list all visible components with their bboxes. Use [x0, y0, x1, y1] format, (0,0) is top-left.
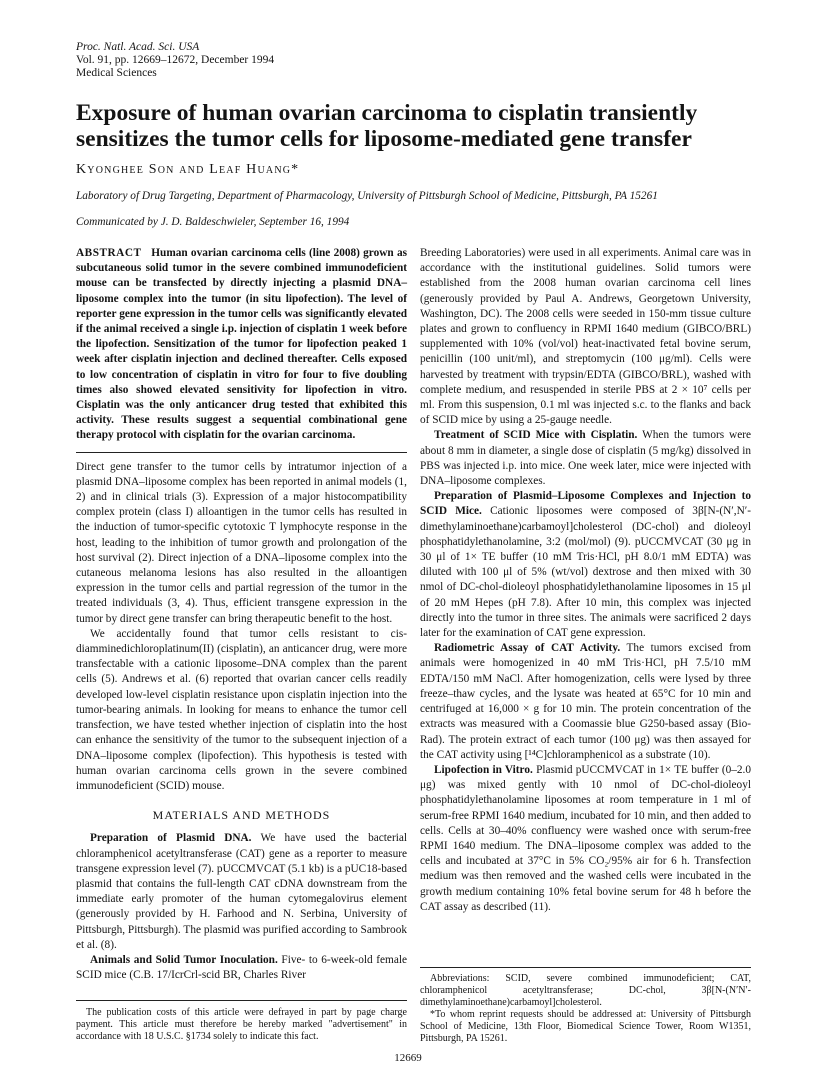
intro-paragraph-2: We accidentally found that tumor cells resistant to cis-diamminedichloroplatinum(II) (cisplatin), an anticancer drug, were more transfectable with a cationic liposome–DNA complex than the parent cells (5). Andrews et al. (6) reported that ovarian cancer cells readily developed low-level cisplatin resistance upon cisplatin injection into the tumor-bearing animals. In looking for means to enhance the tumor cell transfection, we have tested whether injection of cisplatin into the host can enhance the sensitivity of the tumor to the subsequent injection of a DNA–liposome complex (lipofection). This hypothesis is tested with human ovarian carcinoma cells grown in the severe combined immunodeficient (SCID) mouse.: [76, 627, 407, 792]
runin-heading: Radiometric Assay of CAT Activity.: [434, 642, 621, 655]
journal-name: Proc. Natl. Acad. Sci. USA: [76, 41, 200, 53]
abstract-text: Human ovarian carcinoma cells (line 2008) grown as subcutaneous solid tumor in the severe combined immunodeficient mouse can be transfected by directly injecting a plasmid DNA–liposome complex into the tumor (in situ lipofection). The level of reporter gene expression in the tumor cells was significantly elevated if the animal received a single i.p. injection of cisplatin 1 week before the lipofection. Sensitization of the tumor for lipofection peaked 1 week after cisplatin injection and declined thereafter. Cells exposed to low concentration of cisplatin in vitro for four to five doubling times also showed elevated sensitivity for lipofection in vitro. Cisplatin was the only anticancer drug tested that exhibited this activity. These results suggest a sequential combinational gene therapy protocol with cisplatin for the ovarian carcinoma.: [76, 247, 407, 442]
right-column: [420, 246, 751, 915]
section-heading-methods: MATERIALS AND METHODS: [152, 808, 331, 823]
runin-heading: Animals and Solid Tumor Inoculation.: [90, 953, 278, 966]
methods-plasmid-paragraph: Preparation of Plasmid DNA. We have used the bacterial chloramphenicol acetyltransferase (CAT) gene as a reporter to measure transgene expression level (7). pUCCMVCAT (5.1 kb) is a pUC18-based plasmid that contains the full-length CAT cDNA downstream from the immediate early promoter of the human cytomegalovirus element (generously provided by H. Farhood and N. Serbina, University of Pittsburgh, Pittsburgh). The plasmid was purified according to Sambrook et al. (8).: [76, 832, 407, 951]
methods-cisplatin-paragraph: Treatment of SCID Mice with Cisplatin. When the tumors were about 8 mm in diameter, a single dose of cisplatin (5 mg/kg) dissolved in PBS was injected i.p. into mice. One week later, mice were injected with DNA–liposome complexes.: [420, 429, 752, 488]
runin-heading: Lipofection in Vitro.: [434, 763, 533, 776]
methods-lipofection-paragraph: Lipofection in Vitro. Plasmid pUCCMVCAT in 1× TE buffer (0–2.0 μg) was mixed gently with 10 nmol of DC-chol-dioleoyl phosphatidylethanolamine liposomes at room temperature in 1 ml of serum-free RPMI 1640 medium, incubated for 10 min, and then added to cells. Cells at 30–40% confluency were washed once with serum-free RPMI 1640 medium. The DNA–liposome complex was added to the cells and incubated at 37°C in 5% CO₂/95% air for 6 h. Transfection medium was then removed and the washed cells were incubated in the growth medium containing 10% fetal bovine serum for 48 h before the CAT assay as described (11).: [420, 763, 752, 913]
communicated-by: Communicated by J. D. Baldeschwieler, September 16, 1994: [76, 216, 350, 228]
left-column: [76, 246, 407, 983]
animals-continuation: Breeding Laboratories) were used in all experiments. Animal care was in accordance with the institutional guidelines. Solid tumors were established from the 2008 human ovarian carcinoma cell lines (generously provided by Paul A. Andrews, Georgetown University, Washington, DC). The 2008 cells were seeded in 150-mm tissue culture plates and grown to confluency in RPMI 1640 medium (GIBCO/BRL) supplemented with 10% (vol/vol) heat-inactivated fetal bovine serum, penicillin (100 unit/ml), and streptomycin (100 μg/ml). Cells were harvested by treatment with trypsin/EDTA (GIBCO/BRL), washed with complete medium, and resuspended in sterile PBS at 2 × 10⁷ cells per ml. From this suspension, 0.1 ml was injected s.c. to the flanks and back of SCID mice by using a 25-gauge needle.: [420, 247, 751, 427]
affiliation: Laboratory of Drug Targeting, Department of Pharmacology, University of Pittsburgh School of Medicine, Pittsburgh, PA 15261: [76, 190, 658, 202]
journal-header: [76, 41, 274, 80]
footnote-abbreviations: Abbreviations: SCID, severe combined immunodeficient; CAT, chloramphenicol acetyltransferase; DC-chol, 3β[N-(N′N′-dimethylaminoethane)carbamoyl]cholesterol.: [420, 973, 751, 1008]
runin-heading: Preparation of Plasmid–Liposome Complexes and Injection to SCID Mice.: [420, 490, 751, 518]
footer-divider: [76, 1000, 407, 1001]
publication-note: [76, 1000, 407, 1043]
abstract-heading: ABSTRACT: [76, 247, 142, 259]
page-number: 12669: [394, 1052, 422, 1064]
article-title: Exposure of human ovarian carcinoma to cisplatin transiently sensitizes the tumor cells for liposome-mediated gene transfer: [76, 100, 698, 152]
methods-cat-assay-paragraph: Radiometric Assay of CAT Activity. The tumors excised from animals were homogenized in 40 mM Tris·HCl, pH 7.5/10 mM EDTA/150 mM NaCl. After homogenization, cells were lysed by three freeze–thaw cycles, and the lysate was heated at 65°C for 10 min and centrifuged at 16,000 × g for 10 min. The protein concentration of the extracts was measured with a Coomassie blue G250-based assay (Bio-Rad). The protein extract of each tumor (100 μg) was then assayed for the CAT activity using [¹⁴C]chloramphenicol as a substrate (10).: [420, 642, 751, 761]
intro-paragraph-1: Direct gene transfer to the tumor cells by intratumor injection of a plasmid DNA–liposome complex has been reported in animal models (1, 2) and in clinical trials (3). Expression of a major histocompatibility complex protein (class I) alloantigen in the tumor cells has resulted in the induction of tumor-specific cytotoxic T lymphocyte response in the host, leading to the inhibition of tumor growth and prolongation of the host survival (2). Direct injection of a DNA–liposome complex into the cutaneous melanoma lesions has also resulted in the alloantigen expression in the tumor cells and partial regression of the tumor in the treated individuals (3, 4). Thus, efficient transgene expression in the tumor by direct gene transfer can bring therapeutic benefit to the host.: [76, 460, 407, 625]
runin-heading: Preparation of Plasmid DNA.: [90, 832, 252, 845]
footnotes: [420, 967, 751, 1045]
methods-animals-paragraph: Animals and Solid Tumor Inoculation. Five- to 6-week-old female SCID mice (C.B. 17/IcrCrl-scid BR, Charles River: [76, 953, 408, 982]
abstract-divider: [76, 452, 407, 453]
footnote-reprint: *To whom reprint requests should be addressed at: University of Pittsburgh School of Medicine, 13th Floor, Biomedical Science Tower, Room W1351, Pittsburgh, PA 15261.: [420, 1009, 751, 1044]
journal-section: Medical Sciences: [76, 67, 157, 79]
publication-note-text: The publication costs of this article were defrayed in part by page charge payment. This article must therefore be hereby marked "advertisement" in accordance with 18 U.S.C. §1734 solely to indicate this fact.: [76, 1007, 407, 1042]
methods-liposome-paragraph: Preparation of Plasmid–Liposome Complexes and Injection to SCID Mice. Cationic liposomes were composed of 3β[N-(N′,N′-dimethylaminoethane)carbamoyl]cholesterol (DC-chol) and dioleoyl phosphatidylethanolamine, 3:2 (mol/mol) (9). pUCCMVCAT (30 μg in 30 μl of 1× TE buffer (10 mM Tris·HCl, pH 8.0/1 mM EDTA) was diluted with 100 μl of 5% (wt/vol) dextrose and then mixed with 30 nmol of DC-chol-dioleoyl phosphatidylethanolamine liposomes in 15 μl of 20 mM Hepes (pH 7.8). After 10 min, this complex was injected directly into the tumor in three sites. The animals were sacrificed 2 days later for the examination of CAT gene expression.: [420, 490, 751, 640]
journal-volume: Vol. 91, pp. 12669–12672, December 1994: [76, 54, 275, 66]
footnote-divider: [420, 967, 751, 968]
authors: Kyonghee Son and Leaf Huang*: [76, 162, 300, 177]
runin-heading: Treatment of SCID Mice with Cisplatin.: [434, 429, 638, 442]
abstract: [76, 246, 407, 444]
